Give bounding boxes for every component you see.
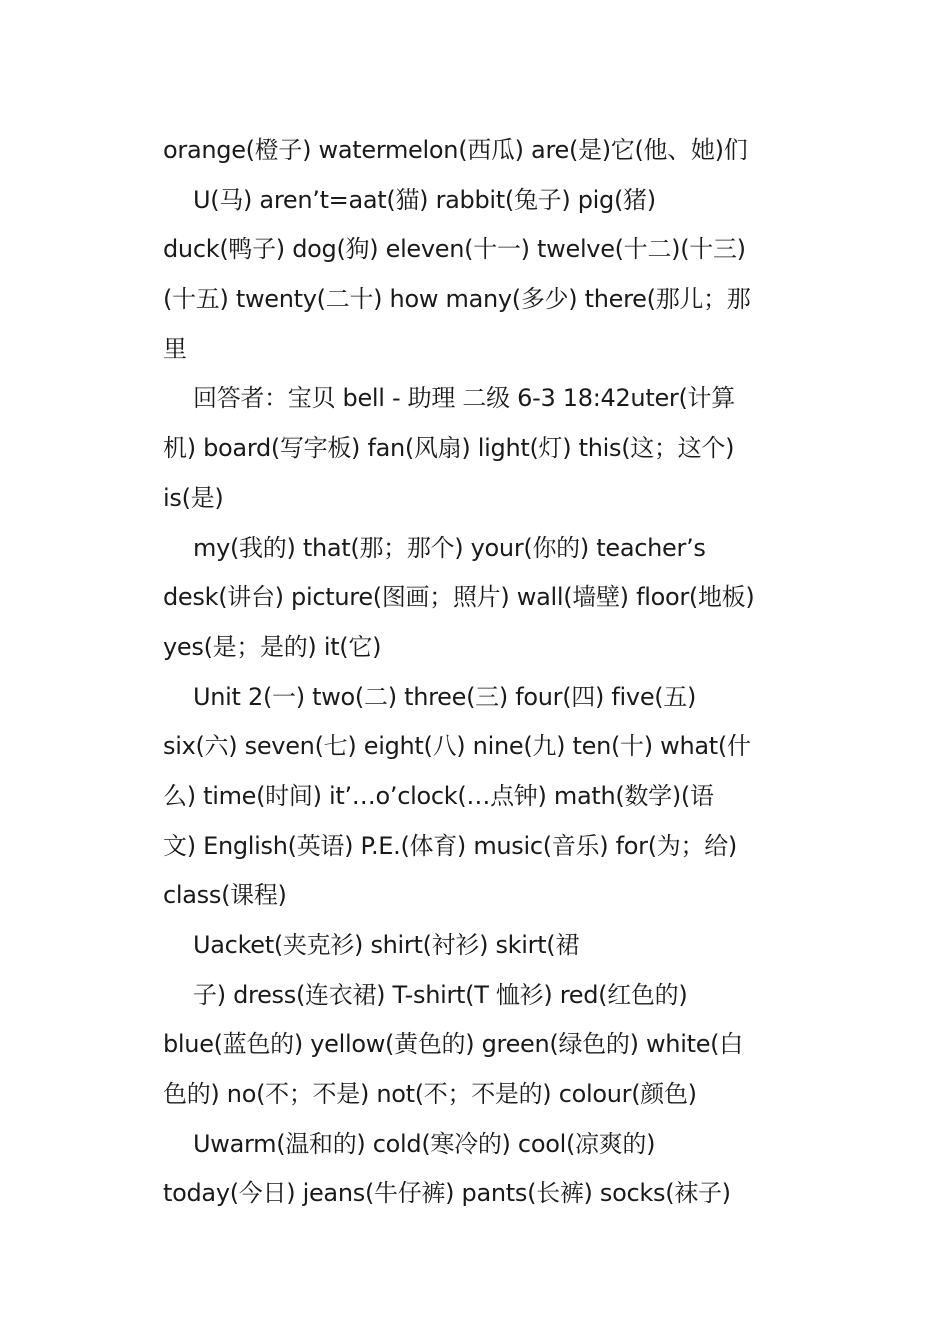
text-line: Uacket(夹克衫) shirt(衬衫) skirt(裙 [193, 931, 580, 959]
text-line: U(马) aren’t=aat(猫) rabbit(兔子) pig(猪) [193, 185, 656, 214]
text-line: 色的) no(不；不是) not(不；不是的) colour(颜色) [163, 1080, 697, 1109]
text-line: 么) time(时间) it’…o’clock(…点钟) math(数学)(语 [163, 781, 714, 810]
text-line: class(课程) [163, 881, 287, 910]
text-line: yes(是；是的) it(它) [163, 632, 382, 661]
text-line: Uwarm(温和的) cold(寒冷的) cool(凉爽的) [193, 1129, 656, 1158]
text-line: is(是) [163, 483, 224, 512]
text-line: 子) dress(连衣裙) T-shirt(T 恤衫) red(红色的) [193, 980, 688, 1009]
text-line: today(今日) jeans(牛仔裤) pants(长裤) socks(袜子) [163, 1179, 731, 1208]
text-line: 机) board(写字板) fan(风扇) light(灯) this(这；这个) [163, 434, 735, 463]
text-line: blue(蓝色的) yellow(黄色的) green(绿色的) white(白 [163, 1030, 743, 1059]
document-body [163, 126, 788, 1219]
text-line: six(六) seven(七) eight(八) nine(九) ten(十) what(什 [163, 732, 751, 761]
text-line: duck(鸭子) dog(狗) eleven(十一) twelve(十二)(十三) [163, 235, 746, 264]
text-line: my(我的) that(那；那个) your(你的) teacher’s [193, 533, 706, 562]
text-line: 里 [163, 334, 187, 363]
text-line: 回答者：宝贝 bell - 助理 二级 6-3 18:42uter(计算 [193, 384, 735, 413]
text-line: (十五) twenty(二十) how many(多少) there(那儿；那 [163, 285, 751, 314]
text-line: desk(讲台) picture(图画；照片) wall(墙壁) floor(地板) [163, 583, 755, 612]
text-line: Unit 2(一) two(二) three(三) four(四) five(五) [193, 682, 697, 711]
text-line: 文) English(英语) P.E.(体育) music(音乐) for(为；给) [163, 831, 737, 860]
text-line: orange(橙子) watermelon(西瓜) are(是)它(他、她)们 [163, 136, 748, 164]
